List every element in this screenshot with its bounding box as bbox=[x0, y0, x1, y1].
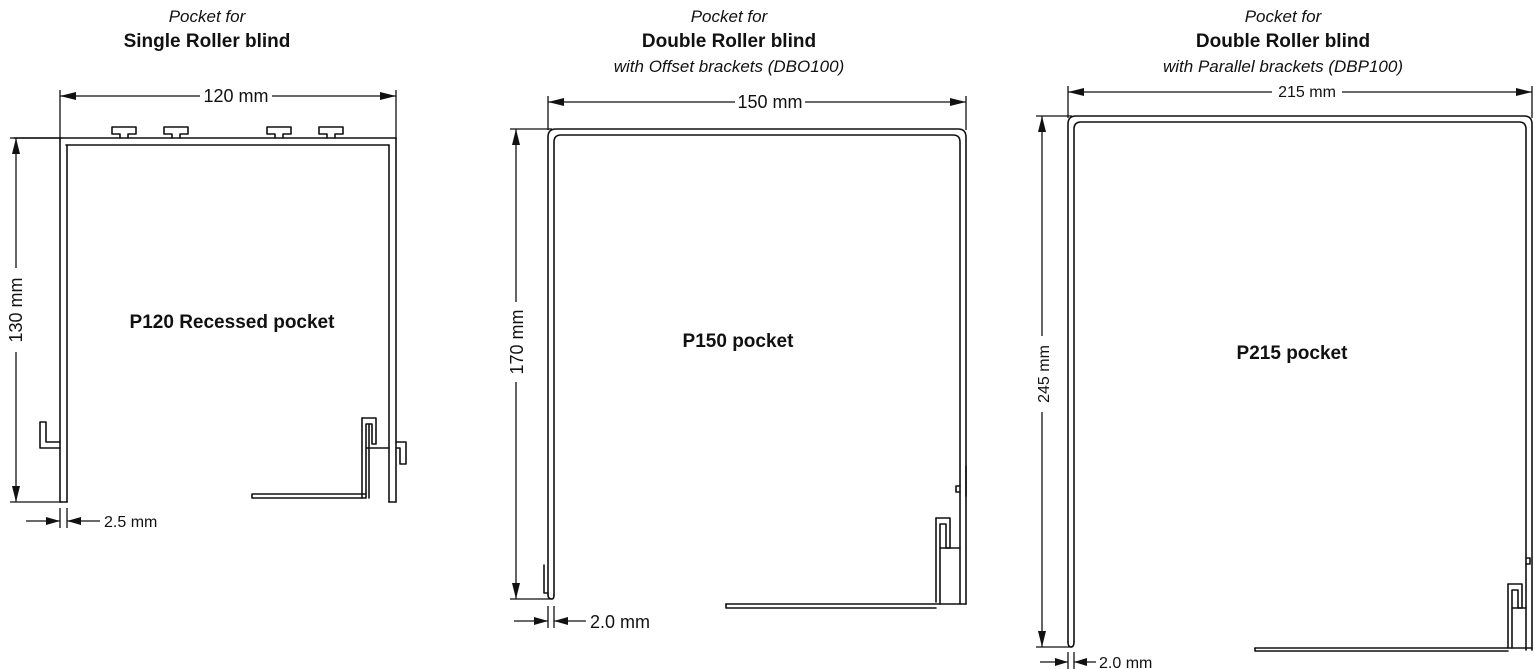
p150-height-label: 170 mm bbox=[507, 309, 527, 375]
p150-thickness-dimension bbox=[514, 606, 650, 632]
p150-heading-line2: Double Roller blind bbox=[641, 31, 817, 52]
p150-heading-line3: with Offset brackets (DBO100) bbox=[613, 57, 845, 76]
p150-width-dimension bbox=[548, 92, 966, 130]
p120-width-label: 120 mm bbox=[203, 86, 269, 106]
p120-height-label: 130 mm bbox=[6, 277, 26, 343]
p120-heading-line1: Pocket for bbox=[168, 7, 246, 26]
p150-height-dimension bbox=[507, 129, 552, 599]
p150-width-label: 150 mm bbox=[737, 92, 803, 112]
p215-width-label: 215 mm bbox=[1278, 84, 1336, 101]
p150-profile bbox=[544, 129, 966, 608]
p150-pocket-name: P150 pocket bbox=[682, 331, 794, 352]
p120-heading-line2: Single Roller blind bbox=[123, 31, 291, 52]
p215-heading-line1: Pocket for bbox=[1244, 7, 1322, 26]
p215-height-label: 245 mm bbox=[1036, 345, 1053, 403]
pocket-p215 bbox=[1036, 7, 1532, 669]
p215-pocket-name: P215 pocket bbox=[1236, 343, 1348, 364]
pocket-p120 bbox=[6, 7, 406, 531]
p215-profile bbox=[1068, 116, 1532, 651]
p215-thickness-label: 2.0 mm bbox=[1099, 655, 1153, 669]
p215-heading-line2: Double Roller blind bbox=[1195, 31, 1371, 52]
p150-heading-line1: Pocket for bbox=[690, 7, 768, 26]
pocket-p150 bbox=[507, 7, 966, 632]
p215-width-dimension bbox=[1068, 84, 1532, 118]
p120-thickness-dimension bbox=[26, 508, 157, 531]
p120-width-dimension bbox=[60, 86, 396, 140]
p150-thickness-label: 2.0 mm bbox=[590, 612, 651, 632]
p120-thickness-label: 2.5 mm bbox=[104, 514, 158, 531]
p215-heading-line3: with Parallel brackets (DBP100) bbox=[1163, 57, 1403, 76]
p215-height-dimension bbox=[1036, 116, 1072, 647]
p215-thickness-dimension bbox=[1040, 652, 1152, 669]
p120-pocket-name: P120 Recessed pocket bbox=[129, 312, 335, 333]
